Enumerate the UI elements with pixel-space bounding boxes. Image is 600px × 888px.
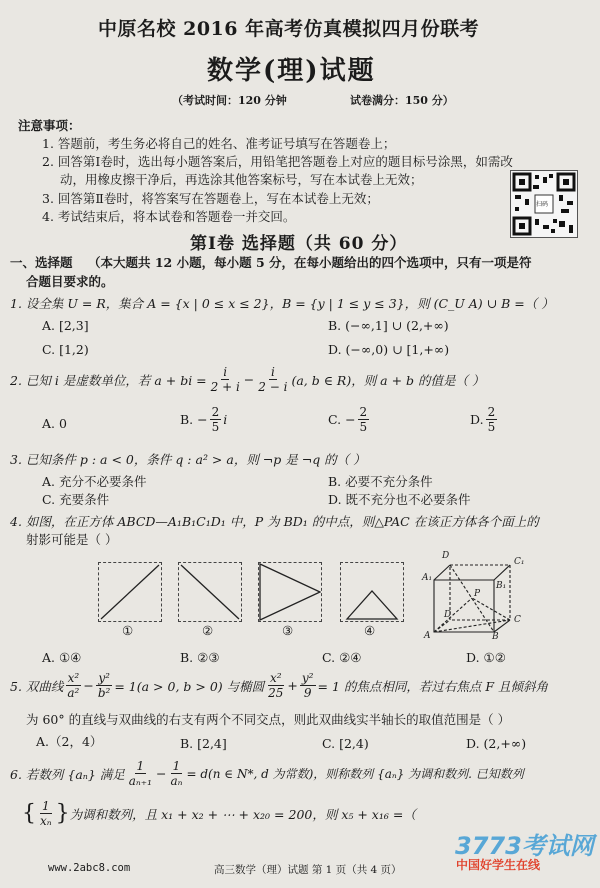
q2-d-den: 5: [487, 420, 496, 434]
q6-tail: = d(n ∈ N*, d 为常数)，则称数列 {aₙ} 为调和数列. 已知数列: [186, 767, 524, 781]
figure-1-label: ①: [122, 623, 134, 638]
q6-brace-close: }: [55, 801, 70, 826]
q2-b-num: 2: [211, 405, 220, 419]
q4-option-d[interactable]: D. ①②: [466, 650, 506, 665]
cube-label-a: A: [424, 631, 431, 640]
q2-b-frac: [210, 406, 222, 433]
exam-score: 试卷满分：150 分）: [350, 94, 454, 107]
watermark-slogan: 中国好学生在线: [456, 858, 541, 872]
q6-frac-1: [127, 760, 154, 787]
q1-option-b[interactable]: B. (−∞,1] ∪ (2,+∞): [328, 318, 449, 333]
figure-2: [178, 562, 242, 622]
q5-e-den-2: 9: [303, 686, 312, 700]
q2-f1-num: i: [223, 365, 228, 379]
note-item-2: 2. 回答第Ⅰ卷时，选出每小题答案后，用铅笔把答题卷上对应的题目标号涂黑，如需改: [42, 154, 513, 169]
subject-title: 数学(理)试题: [207, 56, 376, 86]
q5-h-frac-2: [96, 672, 113, 699]
q5-e-num-2: y²: [301, 671, 314, 685]
cube-label-a1: A₁: [422, 573, 433, 583]
q5-e-frac-1: [266, 672, 285, 699]
q1-option-c[interactable]: C. [1,2): [42, 342, 89, 357]
q4-stem-2: 射影可能是（ ）: [26, 532, 118, 547]
figure-1: [98, 562, 162, 622]
q5-h-num-2: y²: [98, 671, 110, 685]
q5-option-a[interactable]: A.（2，4）: [36, 734, 103, 749]
q4-option-a[interactable]: A. ①④: [42, 650, 82, 665]
q3-option-c[interactable]: C. 充要条件: [42, 492, 110, 507]
q5-h-frac-1: [65, 672, 81, 699]
q4-option-c[interactable]: C. ②④: [322, 650, 362, 665]
q2-b-post: i: [223, 412, 228, 427]
cube-label-b: B: [492, 632, 499, 640]
cube-label-d: D: [444, 610, 452, 620]
cube-diagram: [420, 540, 540, 640]
q5-mid: = 1(a > 0, b > 0) 与椭圆: [114, 678, 265, 694]
figure-4-label: ④: [364, 623, 376, 638]
q5-tail: = 1 的焦点相同，若过右焦点 F 且倾斜角: [317, 678, 548, 694]
q6-brace-open: {: [22, 801, 36, 826]
q5-option-b[interactable]: B. [2,4]: [180, 736, 227, 751]
q2-option-d[interactable]: [470, 406, 499, 433]
q2-d-pre: D.: [470, 412, 484, 427]
cube-label-p: P: [474, 589, 481, 599]
q2-fraction-1: [209, 366, 242, 393]
q6-seq-frac: [38, 800, 54, 827]
q2-c-den: 5: [359, 420, 368, 434]
q2-b-pre: B. −: [180, 412, 208, 427]
figure-3-label: ③: [282, 623, 294, 638]
q2-c-pre: C. −: [328, 412, 356, 427]
figure-1-diagonal: [99, 563, 161, 621]
q2-d-frac: [486, 406, 498, 433]
q2-option-c[interactable]: [328, 406, 371, 433]
notes-heading: 注意事项：: [18, 118, 81, 133]
q2-f2-num: i: [270, 365, 275, 379]
figure-2-diagonal: [179, 563, 241, 621]
q6-f2-num: 1: [172, 759, 181, 773]
figure-4-triangle: [341, 563, 403, 621]
q5-e-den-1: 25: [268, 686, 284, 700]
q2-fraction-2: [256, 366, 289, 393]
q5-e-num-1: x²: [269, 671, 282, 685]
q5-h-minus: −: [83, 678, 94, 693]
q5-h-num-1: x²: [67, 671, 80, 685]
q6-f2-den: aₙ: [170, 774, 183, 788]
q2-lead: 2. 已知 i 是虚数单位，若 a + bi =: [10, 372, 207, 388]
q2-c-num: 2: [359, 405, 368, 419]
exam-time: （考试时间：120 分钟: [172, 94, 287, 107]
q2-d-num: 2: [487, 405, 496, 419]
section-title: 第Ⅰ卷 选择题（共 60 分）: [190, 234, 408, 254]
watermark-logo: 3773考试网: [455, 832, 594, 860]
q5-stem-2: 为 60° 的直线与双曲线的右支有两个不同交点，则此双曲线实半轴长的取值范围是（ ）: [26, 712, 511, 727]
q6-minus: −: [155, 766, 167, 781]
q5-e-plus: +: [287, 678, 298, 693]
figure-2-label: ②: [202, 623, 214, 638]
q5-option-c[interactable]: C. [2,4): [322, 736, 369, 751]
cube-label-c1: C₁: [514, 557, 525, 567]
q2-minus: −: [243, 372, 255, 387]
q2-f1-den: 2 + i: [210, 380, 240, 394]
q6-line2: 为调和数列，且 x₁ + x₂ + ⋯ + x₂₀ = 200，则 x₅ + x₁₆ =（: [69, 806, 416, 822]
q6-stem: [10, 760, 524, 787]
q2-tail: (a, b ∈ R)，则 a + b 的值是（ ）: [291, 372, 485, 388]
q1-option-d[interactable]: D. (−∞,0) ∪ [1,+∞): [328, 342, 450, 357]
section-intro-label: 一、选择题: [10, 255, 73, 270]
note-item-2-cont: 动，用橡皮擦干净后，再选涂其他答案标号，写在本试卷上无效；: [60, 172, 423, 187]
q5-h-den-1: a²: [67, 686, 80, 700]
q6-stem-2: [22, 800, 416, 827]
figure-3-triangle: [259, 563, 321, 621]
q2-b-den: 5: [211, 420, 220, 434]
q5-e-frac-2: [300, 672, 316, 699]
q6-frac-2: [168, 760, 184, 787]
q6-seq-num: 1: [42, 799, 50, 813]
q2-f2-den: 2 − i: [258, 380, 288, 394]
q4-option-b[interactable]: B. ②③: [180, 650, 220, 665]
q6-seq-den: xₙ: [40, 814, 52, 828]
section-intro-text-2: 合题目要求的。: [26, 274, 114, 289]
q3-option-d[interactable]: D. 既不充分也不必要条件: [328, 492, 471, 507]
q5-h-den-2: b²: [97, 686, 111, 700]
q5-lead: 5. 双曲线: [10, 678, 64, 694]
q2-stem: [10, 366, 485, 393]
note-item-3: 3. 回答第Ⅱ卷时，将答案写在答题卷上，写在本试卷上无效；: [42, 191, 379, 206]
q2-c-frac: [358, 406, 370, 433]
q3-option-a[interactable]: A. 充分不必要条件: [42, 474, 147, 489]
q3-stem: 3. 已知条件 p : a < 0，条件 q : a² > a，则 ¬p 是 ¬q 的（ ）: [10, 452, 366, 467]
qr-caption: 扫码: [536, 201, 549, 208]
figure-3: [258, 562, 322, 622]
footer-page: 高三数学（理）试题 第 1 页（共 4 页）: [214, 864, 402, 876]
figure-4: [340, 562, 404, 622]
cube-label-d1: D: [442, 551, 450, 561]
q1-stem: 1. 设全集 U = R，集合 A = {x | 0 ≤ x ≤ 2}，B = {y | 1 ≤ y ≤ 3}，则 (C_U A) ∪ B =（ ）: [10, 296, 554, 311]
note-item-1: 1. 答题前，考生务必将自己的姓名、准考证号填写在答题卷上；: [42, 136, 396, 151]
q3-option-b[interactable]: B. 必要不充分条件: [328, 474, 433, 489]
q2-option-b[interactable]: [180, 406, 227, 433]
q5-option-d[interactable]: D. (2,+∞): [466, 736, 527, 751]
q4-stem: 4. 如图，在正方体 ABCD—A₁B₁C₁D₁ 中，P 为 BD₁ 的中点，则△PAC 在该正方体各个面上的: [10, 514, 539, 529]
q5-stem: [10, 672, 548, 699]
note-item-4: 4. 考试结束后，将本试卷和答题卷一并交回。: [42, 209, 296, 224]
q6-lead: 6. 若数列 {aₙ} 满足: [10, 766, 125, 782]
footer-site: www.2abc8.com: [48, 862, 131, 874]
exam-title: 中原名校 2016 年高考仿真模拟四月份联考: [98, 18, 480, 40]
cube-label-b1: B₁: [496, 581, 507, 591]
q6-f1-num: 1: [136, 759, 145, 773]
cube-label-c: C: [514, 615, 521, 625]
section-intro-text: （本大题共 12 小题，每小题 5 分，在每小题给出的四个选项中，只有一项是符: [88, 255, 532, 270]
q1-option-a[interactable]: A. [2,3]: [42, 318, 89, 333]
q2-option-a[interactable]: A. 0: [42, 416, 67, 431]
qr-code[interactable]: [510, 170, 578, 238]
q6-f1-den: aₙ₊₁: [128, 774, 152, 788]
